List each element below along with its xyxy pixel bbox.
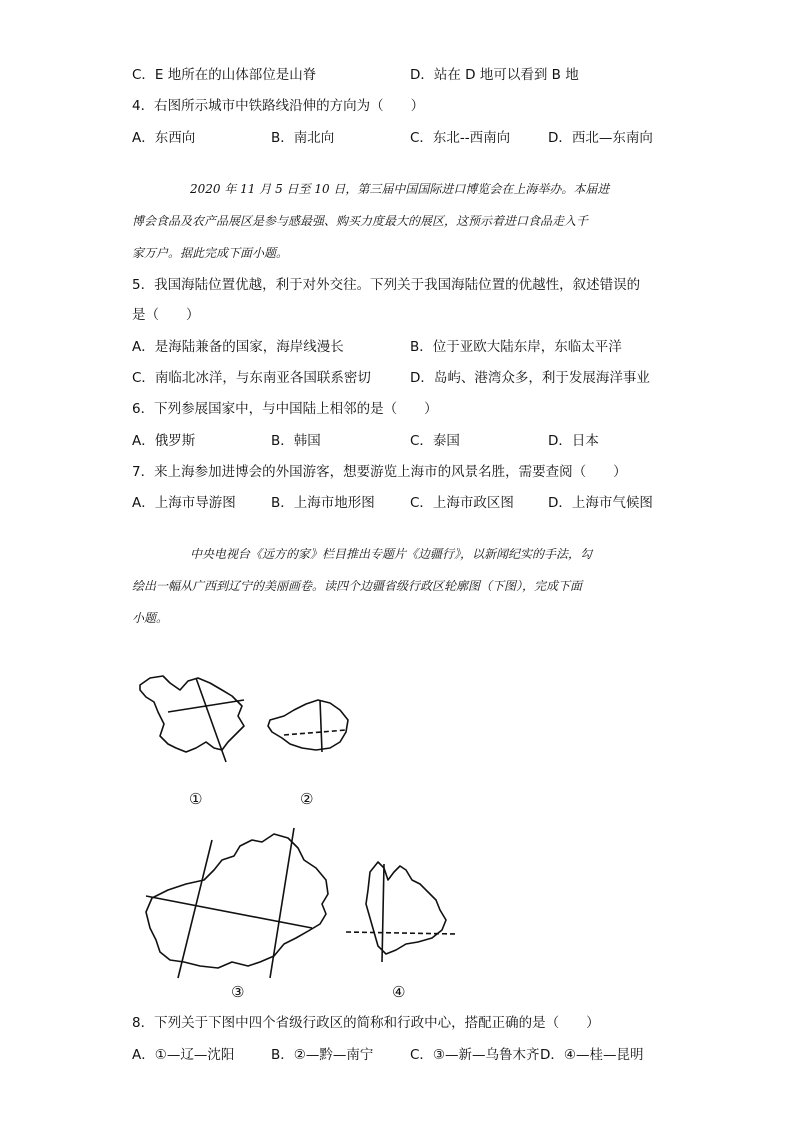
q7-option-c: C．上海市政区图 — [410, 495, 514, 511]
q8-option-b: B．②—黔—南宁 — [271, 1047, 374, 1063]
map-3-label: ③ — [231, 983, 245, 1001]
q4-option-b: B．南北向 — [271, 130, 335, 146]
q4-option-d: D．西北—东南向 — [548, 130, 653, 146]
intro1-line2: 博会食品及农产品展区是参与感最强、购买力度最大的展区，这预示着进口食品走入千 — [132, 214, 589, 228]
intro1-line3: 家万户。据此完成下面小题。 — [132, 246, 289, 260]
q7-option-b: B．上海市地形图 — [271, 495, 375, 511]
map-2-outline — [268, 700, 348, 750]
q3-option-c: C．E 地所在的山体部位是山脊 — [132, 67, 317, 83]
intro2-line1: 中央电视台《远方的家》栏目推出专题片《边疆行》，以新闻纪实的手法，勾 — [190, 547, 593, 561]
q5-stem-line1: 5．我国海陆位置优越，利于对外交往。下列关于我国海陆位置的优越性，叙述错误的 — [132, 277, 641, 293]
map-2-label: ② — [300, 790, 314, 808]
map-3-rail-3 — [146, 896, 312, 928]
map-4-rail — [382, 864, 384, 962]
q7-option-a: A．上海市导游图 — [132, 495, 236, 511]
map-2-rail — [320, 700, 322, 752]
q8-option-a: A．①—辽—沈阳 — [132, 1047, 235, 1063]
q5-option-a: A．是海陆兼备的国家，海岸线漫长 — [132, 339, 344, 355]
q6-option-c: C．泰国 — [410, 433, 460, 449]
q5-option-d: D．岛屿、港湾众多，利于发展海洋事业 — [410, 370, 650, 386]
map-2-dashed-line — [284, 730, 346, 735]
q6-option-d: D．日本 — [548, 433, 599, 449]
q8-option-d: D．④—桂—昆明 — [540, 1047, 644, 1063]
q7-option-d: D．上海市气候图 — [548, 495, 653, 511]
intro1-line1: 2020 年 11 月 5 日至 10 日，第三届中国国际进口博览会在上海举办。本届进 — [190, 182, 610, 196]
q8-stem: 8．下列关于下图中四个省级行政区的简称和行政中心，搭配正确的是（ ） — [132, 1015, 600, 1031]
map-4-outline — [366, 862, 446, 954]
q6-option-a: A．俄罗斯 — [132, 433, 196, 449]
q6-stem: 6．下列参展国家中，与中国陆上相邻的是（ ） — [132, 401, 438, 417]
intro2-line2: 绘出一幅从广西到辽宁的美丽画卷。读四个边疆省级行政区轮廓图（下图），完成下面 — [132, 579, 583, 593]
q4-option-c: C．东北--西南向 — [410, 130, 511, 146]
q8-option-c: C．③—新—乌鲁木齐 — [410, 1047, 540, 1063]
q4-stem: 4．右图所示城市中铁路线沿伸的方向为（ ） — [132, 98, 425, 114]
intro2-line3: 小题。 — [132, 611, 169, 625]
q7-stem: 7．来上海参加进博会的外国游客，想要游览上海市的风景名胜，需要查阅（ ） — [132, 464, 627, 480]
q3-option-d: D．站在 D 地可以看到 B 地 — [410, 67, 579, 83]
q6-option-b: B．韩国 — [271, 433, 321, 449]
map-1-label: ① — [189, 790, 203, 808]
map-3-rail-2 — [270, 828, 294, 978]
q5-stem-line2: 是（ ） — [132, 307, 200, 323]
map-4-label: ④ — [392, 983, 406, 1001]
q5-option-b: B．位于亚欧大陆东岸，东临太平洋 — [410, 339, 622, 355]
map-1-outline — [140, 676, 244, 752]
q5-option-c: C．南临北冰洋，与东南亚各国联系密切 — [132, 370, 371, 386]
map-3-rail-1 — [178, 840, 212, 978]
q4-option-a: A．东西向 — [132, 130, 196, 146]
map-1-rail-2 — [168, 700, 244, 712]
